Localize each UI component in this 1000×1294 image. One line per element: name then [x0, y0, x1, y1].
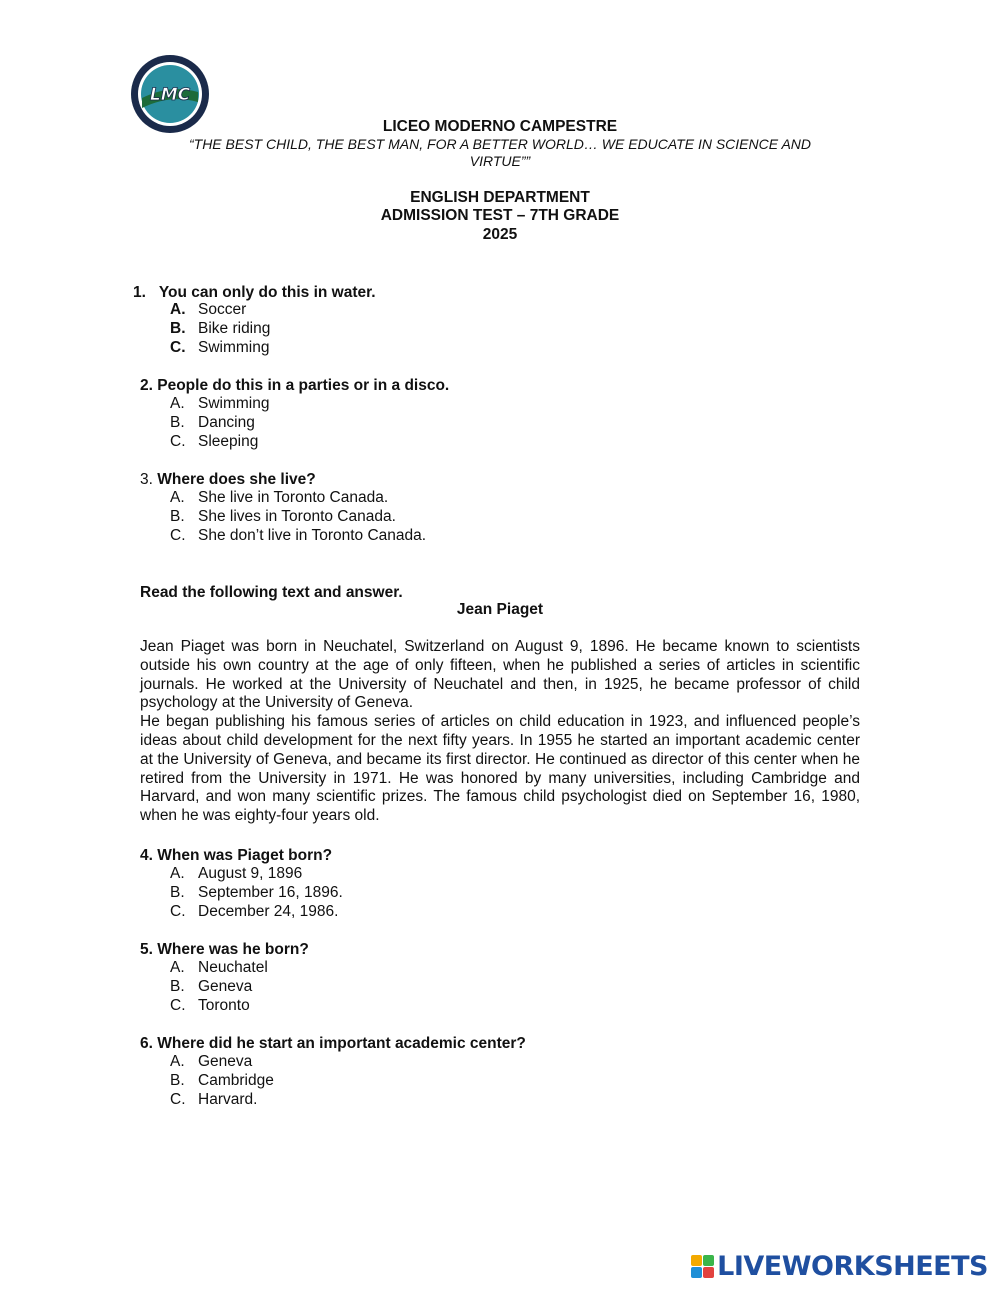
reading-instruction: Read the following text and answer. [140, 584, 403, 601]
question-5-options [170, 959, 268, 1015]
option[interactable]: B. September 16, 1896. [170, 883, 343, 901]
option[interactable]: A. Soccer [170, 301, 247, 318]
school-motto: “THE BEST CHILD, THE BEST MAN, FOR A BETTER WORLD… WE EDUCATE IN SCIENCE AND [188, 136, 811, 152]
option[interactable]: A. Neuchatel [170, 959, 268, 976]
question-4-options [170, 865, 343, 921]
question-1-options [170, 301, 270, 357]
option[interactable]: A. She live in Toronto Canada. [170, 489, 389, 506]
liveworksheets-logo[interactable] [691, 1251, 988, 1282]
reading-passage [140, 638, 860, 826]
option[interactable]: B. Geneva [170, 977, 253, 995]
question-6: 6. Where did he start an important academic center? [140, 1035, 526, 1052]
liveworksheets-icon [691, 1255, 714, 1278]
option[interactable]: A. Geneva [170, 1053, 253, 1070]
question-4: 4. When was Piaget born? [140, 847, 333, 864]
passage-paragraph-2: He began publishing his famous series of articles on child education in 1923, and influenced people’s ideas about child development for the next fifty years. In 1955 he started an important academic center at the University of Geneva, and became its first director. He continued as director of this center when he retired from the University in 1971. He was honored by many universities, including Cambridge and Harvard, and won many scientific prizes. The famous child psychologist died on September 16, 1980, when he was eighty-four years old. [140, 713, 860, 825]
logo-text: LMC [149, 85, 191, 105]
reading-title: Jean Piaget [456, 601, 544, 618]
icon-tile [703, 1267, 714, 1278]
option[interactable]: C. Swimming [170, 338, 270, 356]
option[interactable]: A. Swimming [170, 395, 270, 412]
question-3-options [170, 489, 426, 545]
option[interactable]: B. Cambridge [170, 1071, 274, 1089]
icon-tile [691, 1255, 702, 1266]
option[interactable]: C. Toronto [170, 996, 250, 1014]
test-title: ADMISSION TEST – 7TH GRADE [380, 207, 620, 224]
option[interactable]: C. Harvard. [170, 1090, 258, 1108]
question-2-options [170, 395, 269, 451]
school-motto-line2: VIRTUE”” [469, 153, 531, 169]
question-6-options [170, 1053, 274, 1109]
icon-tile [703, 1255, 714, 1266]
option[interactable]: B. She lives in Toronto Canada. [170, 507, 396, 525]
question-3: 3. Where does she live? [140, 471, 316, 488]
option[interactable]: C. Sleeping [170, 432, 259, 450]
question-2: 2. People do this in a parties or in a disco. [140, 377, 450, 394]
school-name: LICEO MODERNO CAMPESTRE [382, 118, 618, 135]
option[interactable]: B. Bike riding [170, 319, 271, 337]
test-year: 2025 [482, 226, 518, 243]
question-1: 1. You can only do this in water. [133, 284, 376, 301]
option[interactable]: C. She don’t live in Toronto Canada. [170, 526, 427, 544]
passage-paragraph-1: Jean Piaget was born in Neuchatel, Switzerland on August 9, 1896. He became known to scientists outside his own country at the age of only fifteen, when he published a series of articles in scientific journals. He worked at the University of Neuchatel and then, in 1925, he became professor of child psychology at the University of Geneva. [140, 638, 860, 712]
liveworksheets-brand: LIVEWORKSHEETS [717, 1251, 988, 1282]
department-title: ENGLISH DEPARTMENT [410, 189, 590, 206]
option[interactable]: A. August 9, 1896 [170, 865, 303, 882]
question-5: 5. Where was he born? [140, 941, 309, 958]
icon-tile [691, 1267, 702, 1278]
option[interactable]: B. Dancing [170, 413, 255, 431]
option[interactable]: C. December 24, 1986. [170, 902, 339, 920]
